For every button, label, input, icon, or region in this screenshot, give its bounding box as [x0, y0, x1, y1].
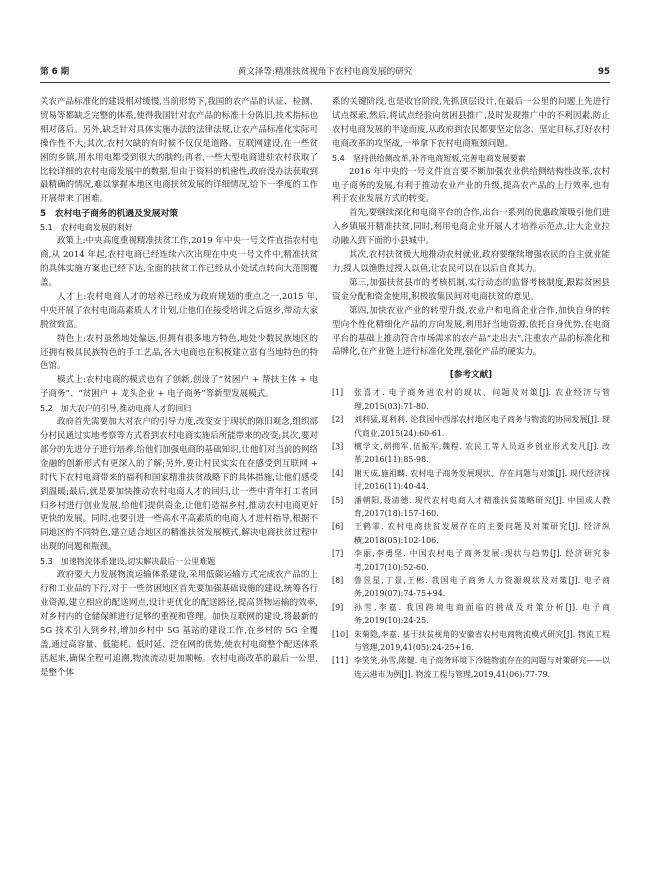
reference-number: [3]	[332, 441, 344, 451]
subsection-heading: 5.1 农村电商发展的利好	[40, 223, 133, 233]
reference-item	[332, 520, 610, 547]
body-paragraph: 关农产品标准化的建设相对缓慢,当前形势下,我国的农产品的认证、检测、贸易等都缺乏完整的体系,使得我国针对农产品的标准十分陈旧,技术指标也相对落后。另外,缺乏针对具体实施办法的法律法规,让农产品标准化实际可操作性不大;其次,农村欠缺的有时候不仅仅是道路、互联网建设,在一些贫困的乡镇,用水用电都受到很大的制约;再者,一些大型电商进驻农村获取了比较详细的农村电商发展中的数据,但由于资料的机密性,政府没办法获取到最精确的情况,难以掌握本地区电商扶贫发展的详细情况,给下一季度的工作开展带来了困难。	[40, 97, 318, 205]
reference-number: [5]	[332, 495, 344, 505]
reference-number: [11]	[332, 656, 349, 666]
body-paragraph: 政府首先需要加大对农户的引导力度,改变安于现状的陈旧观念,组织部分村民通过实地考察等方式看到农村电商实施后所能带来的改变;其次,要对部分的先进分子进行培养,给他们加强电商的基础知识,让他们对当前的网络金融的创新形式有更深入的了解;另外,要让村民实实在在感受到互联网 + 时代下农村电商带来的福利和国家精准扶贫战略下的具体措施,让他们感受到温暖;最后,就是要加快推动农村电商人才的回归,让一些中青年打工者回归乡村进行创业发展,给他们提供资金,让他们造福乡村,推动农村电商更好更快的发展。同时,也要引进一些高水平高素质的电商人才进村指导,根据不同地区的不同特色,建立适合地区的精准扶贫发展模式,解决电商扶贫过程中出现的问题和瓶颈。	[40, 417, 318, 553]
reference-number: [8]	[332, 576, 344, 585]
reference-item	[332, 386, 610, 413]
reference-text: 张喜才. 电子商务进农村的现状、问题及对策[J]. 农业经济与管理,2015(03):71-80.	[354, 388, 610, 411]
reference-number: [6]	[332, 522, 344, 532]
reference-text: 李笑笑,孙雪,陈健. 电子商务环境下冷链物流存在的问题与对策研究——以连云港市为例[J]. 物流工程与管理,2019,41(06):77-79.	[354, 656, 610, 679]
body-paragraph: 人才上:农村电商人才的培养已经成为政府规划的重点之一,2015 年,中央开展了农村电商高素质人才计划,让他们在接受培训之后返乡,带动大家脱贫致富。	[40, 291, 318, 330]
right-column	[332, 96, 610, 681]
reference-number: [10]	[332, 629, 349, 639]
body-paragraph: 首先,要继续深化和电商平台的合作,出台一系列的优惠政策吸引他们进入乡镇展开精准扶贫,同时,利用电商企业开展人才培养示范点,让大企业拉动融入到下面的小县城中。	[332, 208, 610, 247]
subsection-heading: 5.2 加大农户的引导,推动电商人才的回归	[40, 404, 192, 414]
reference-item	[332, 440, 610, 467]
reference-number: [4]	[332, 468, 344, 478]
reference-text: 谢天成,施祖麟. 农村电子商务发展现状、存在问题与对策[J]. 现代经济探讨,2016(11):40-44.	[354, 468, 610, 492]
left-column	[40, 96, 318, 680]
reference-item	[332, 628, 610, 655]
reference-text: 鲁昱星,丁景,王彬. 我国电子商务人力资源现状及对策[J]. 电子商务,2019(07):74-75+94.	[354, 576, 610, 599]
reference-text: 檀学文,胡拥军,伍振军,魏程. 农民工等人员返乡创业形式发凡[J]. 改革,2016(11):85-98.	[354, 441, 610, 465]
reference-item	[332, 654, 610, 681]
reference-number: [2]	[332, 415, 344, 425]
reference-item	[332, 601, 610, 628]
issue-number: 第 6 期	[40, 67, 70, 77]
subsection-heading: 5.4 坚持供给侧改革,补齐电商短板,完善电商发展要素	[332, 153, 526, 163]
reference-item	[332, 547, 610, 574]
body-paragraph: 第三,加强扶贫县市的考核机制,实行动态的监督考核制度,跟踪贫困县资金分配和资金使用,积极收集民间对电商扶贫的意见。	[332, 277, 610, 302]
body-paragraph: 其次,农村扶贫极大地推动农村就业,政府要继续增强农民的自主就业能力,授人以渔胜过授人以鱼,让农民可以在以后自食其力。	[332, 250, 610, 274]
running-title: 黄文泽等:精准扶贫视角下农村电商发展的研究	[237, 67, 413, 77]
subsection-heading: 5.3 加速物流体系建设,切实解决最后一公里难题	[40, 557, 216, 567]
right-column-body	[332, 96, 610, 360]
reference-number: [1]	[332, 388, 344, 398]
reference-item	[332, 494, 610, 521]
body-paragraph: 模式上:农村电商的模式也有了创新,创设了“贫困户 + 帮扶主体 + 电子商务”、“贫困户 + 龙头企业 + 电子商务”等新型发展模式。	[40, 375, 318, 400]
body-paragraph: 特色上:农村虽然地处偏远,但拥有很多地方特色,地处少数民族地区的还拥有极具民族特色的手工艺品,各大电商也在积极建立富有当地特色的特色馆。	[40, 333, 318, 372]
page-number: 95	[598, 67, 610, 77]
body-paragraph: 政府要大力发展物流运输体系建设,采用低碳运输方式完成农产品的上行和工业品的下行,对于一些贫困地区首先要加强基础设施的建设,统筹各行业资源,建立相应的配送网点,设计更优化的配送路径,提高货物运输的效率,对乡村内的仓储保鲜进行足够的重视和管理。加快互联网的建设,将最新的 5G 技术引入到乡村,增加乡村中 5G 基站的建设工作,在乡村的 5G 全覆盖,通过高容量、低能耗、低时延、泛在网的优势,使农村电商整个配送体系活起来,确保全程可追溯,物流流动更加顺畅。农村电商改革的最后一公里,是整个体	[40, 570, 318, 678]
reference-text: 刘利猛,夏利利. 论我国中西部农村地区电子商务与物流的协同发展[J]. 现代商业,2015(24):60-61.	[354, 415, 610, 438]
body-paragraph: 系的关键阶段,也是收官阶段,先抓顶层设计,在最后一公里的问题上先进行试点探索,然后,将试点经验向贫困县推广,及时发现推广中的不利因素,防止农村电商发展的半途而废,从政府到农民都要坚定信念、坚定目标,打好农村电商改革的攻坚战,一举拿下农村电商瓶颈问题。	[332, 97, 610, 149]
reference-text: 李丽,李勇坚. 中国农村电子商务发展:现状与趋势[J]. 经济研究参考,2017(10):52-60.	[354, 549, 610, 572]
header-rule	[40, 82, 610, 83]
reference-text: 朱菊隐,李嘉. 基于扶贫视角的安徽省农村电商物流模式研究[J]. 物流工程与管理,2019,41(05):24-25+16.	[354, 629, 610, 653]
references-list	[332, 386, 610, 681]
page-header	[40, 64, 610, 80]
reference-number: [7]	[332, 549, 344, 559]
reference-item	[332, 574, 610, 601]
body-paragraph: 2016 年中央的一号文件直言要不断加强农业供给侧结构性改革,农村电子商务的发展,有利于推动农业产业的升级,提高农产品的上行效率,也有利于农业发展方式的转变。	[332, 166, 610, 205]
section-heading: 5 农村电子商务的机遇及发展对策	[40, 209, 179, 220]
references-title: [参考文献]	[449, 370, 493, 381]
reference-text: 孙雪,李嘉. 我国跨境电商面临的挑战及对策分析[J]. 电子商务,2019(10):24-25.	[354, 602, 610, 626]
reference-item	[332, 467, 610, 494]
reference-text: 潘朝阳,聂清德. 现代农村电商人才精准扶贫策略研究[J]. 中国成人教育,2017(18):157-160.	[354, 495, 610, 518]
body-paragraph: 第四,加快农业产业的转型升级,农业户和电商企业合作,加快自身的转型向个性化精细化产品的方向发展,利用好当地资源,依托自身优势,在电商平台的基础上推动符合市场需求的农产品“走出去”,注重农产品的标准化和品牌化,在产业链上进行标准化处理,强化产品的硬实力。	[332, 305, 610, 358]
reference-text: 王鹤霏. 农村电商扶贫发展存在的主要问题及对策研究[J]. 经济纵横,2018(05):102-106.	[354, 522, 610, 545]
reference-item	[332, 413, 610, 440]
reference-number: [9]	[332, 602, 344, 612]
body-paragraph: 政策上:中央高度重视精准扶贫工作,2019 年中央一号文件直指农村电商,从 2014 年起,农村电商已经连续六次出现在中央一号文件中,精准扶贫的具体实施方案也已经下达,全面的扶贫工作已经从小处试点转向大范围覆盖。	[40, 236, 318, 288]
